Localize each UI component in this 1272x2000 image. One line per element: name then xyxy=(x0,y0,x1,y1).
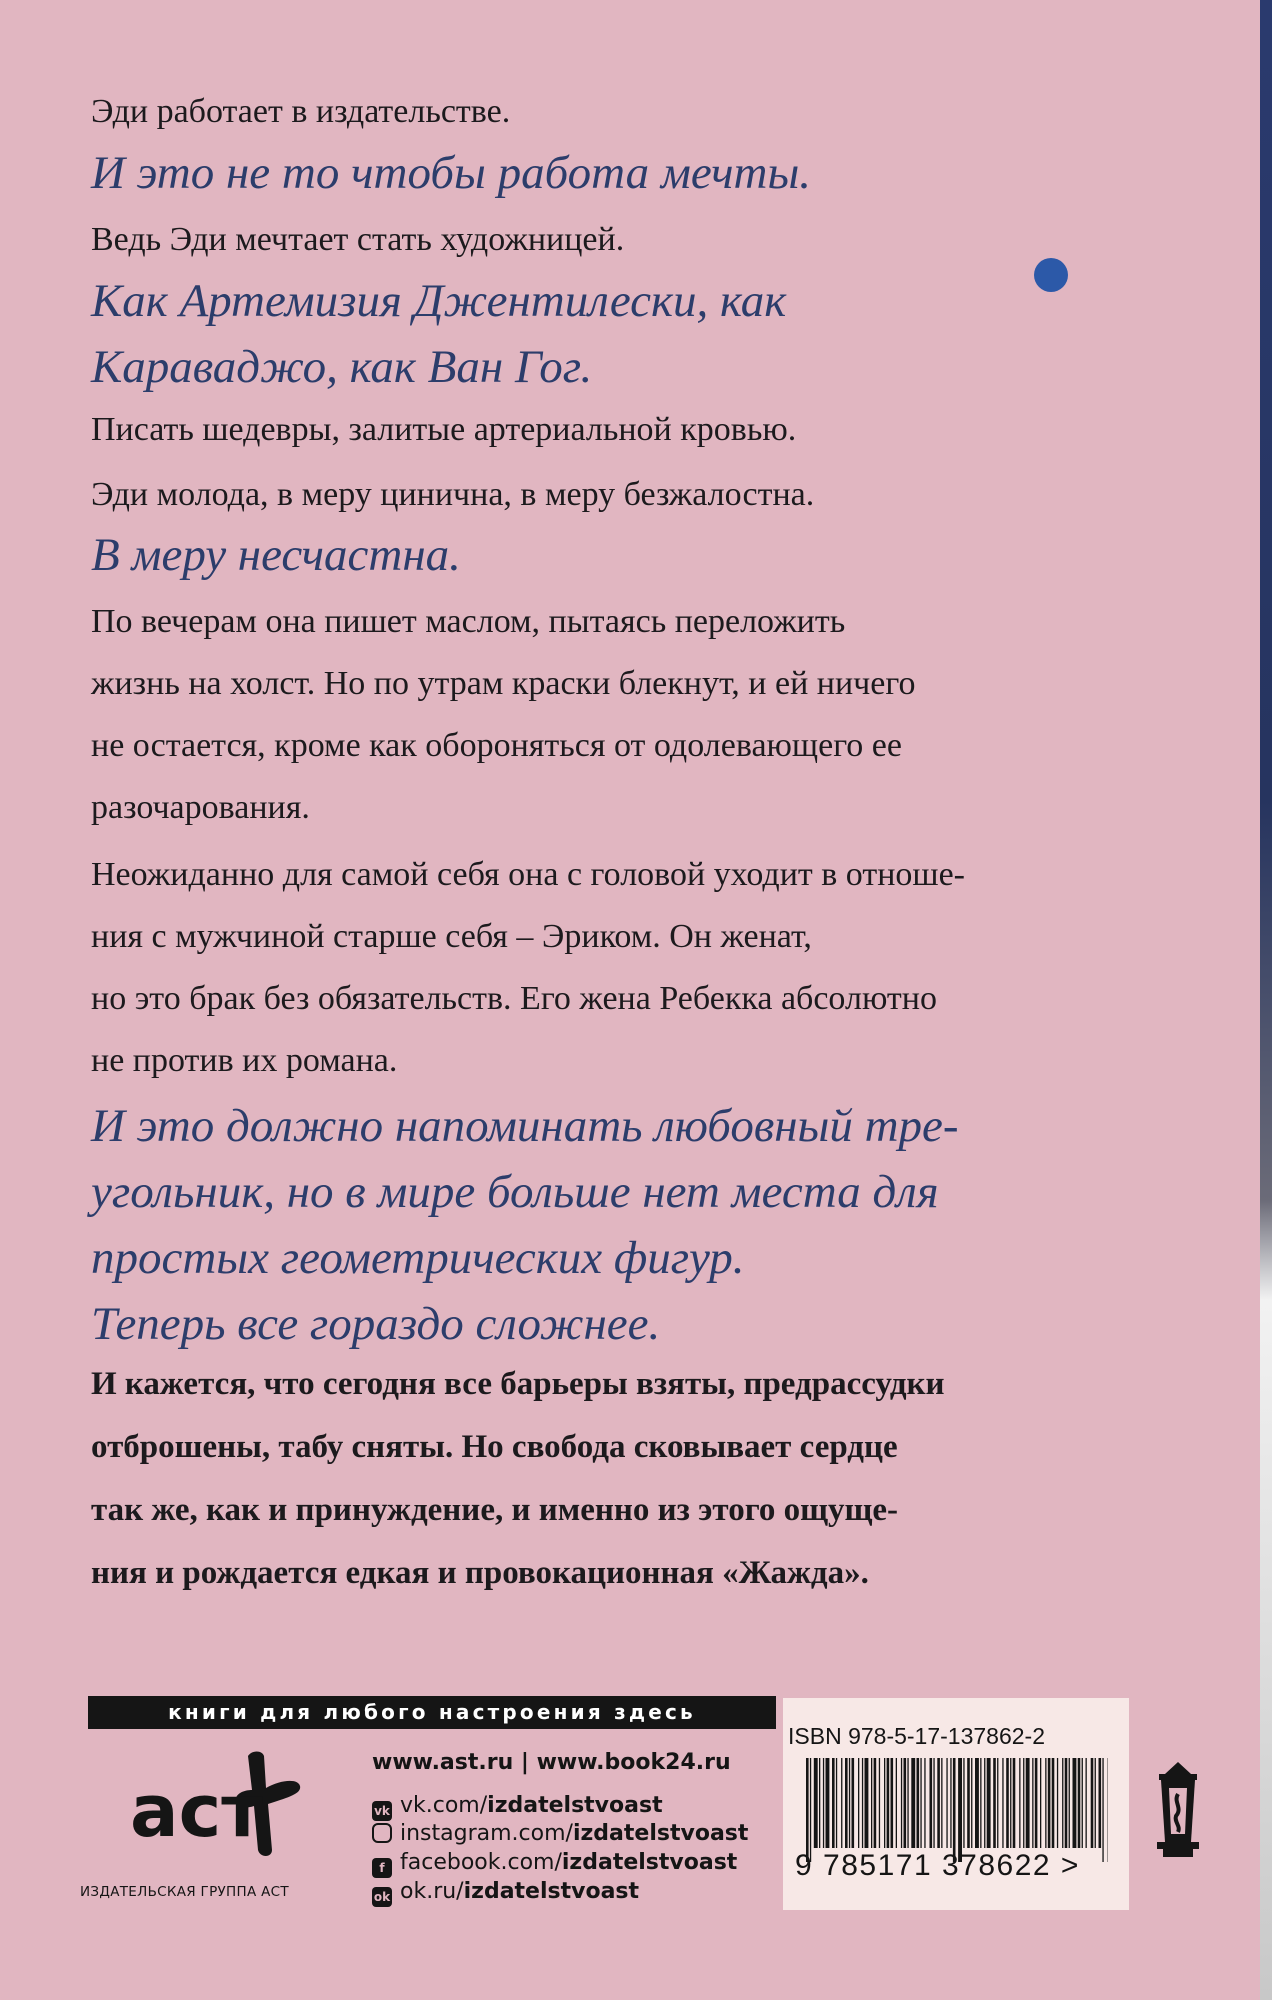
barcode-bar xyxy=(814,1758,818,1848)
bold-paragraph xyxy=(91,1353,945,1605)
barcode-bar xyxy=(1013,1758,1016,1848)
bold-line: И кажется, что сегодня все барьеры взяты, предрассудки xyxy=(91,1366,945,1402)
social-vk[interactable] xyxy=(372,1792,663,1820)
barcode-bar xyxy=(920,1758,921,1848)
barcode-bar xyxy=(1026,1758,1030,1848)
text-line: но это брак без обязательств. Его жена Ребекка абсолютно xyxy=(91,980,937,1017)
social-facebook[interactable] xyxy=(372,1849,737,1877)
paragraph-6 xyxy=(91,844,965,1092)
logo-lettering: аст xyxy=(130,1769,263,1853)
barcode-bar xyxy=(871,1758,872,1848)
vk-icon: vk xyxy=(372,1801,392,1821)
tagline-banner: книги для любого настроения здесь xyxy=(88,1696,776,1729)
barcode-bar xyxy=(946,1758,947,1848)
barcode-bar xyxy=(836,1758,837,1848)
barcode-bar xyxy=(1102,1758,1103,1862)
barcode-bar xyxy=(1045,1758,1046,1848)
barcode-bar xyxy=(1073,1758,1077,1848)
facebook-icon: f xyxy=(372,1858,392,1878)
italic-line-3: В меру несчастна. xyxy=(91,529,461,581)
barcode-bar xyxy=(941,1758,942,1848)
social-handle: izdatelstvoast xyxy=(463,1879,640,1904)
barcode-bar xyxy=(967,1758,970,1848)
barcode-bar xyxy=(1023,1758,1024,1848)
barcode-bar xyxy=(1069,1758,1070,1848)
italic-line: И это должно напоминать любовный тре- xyxy=(91,1100,959,1152)
barcode-bar xyxy=(907,1758,908,1848)
text-line: Неожиданно для самой себя она с головой уходит в отноше- xyxy=(91,856,966,893)
barcode-bar xyxy=(975,1758,979,1848)
barcode-bar xyxy=(1052,1758,1055,1848)
barcode-bar xyxy=(887,1758,890,1848)
barcode-bar xyxy=(1040,1758,1041,1848)
barcode-bar xyxy=(874,1758,877,1848)
barcode-digits: 9 785171 378622 > xyxy=(795,1849,1080,1882)
barcode-bar xyxy=(933,1758,934,1848)
barcode-bar xyxy=(993,1758,996,1848)
paragraph-5 xyxy=(91,591,915,839)
italic-line: Как Артемизия Джентилески, как xyxy=(91,275,787,327)
social-ok[interactable] xyxy=(372,1878,639,1906)
barcode-bar xyxy=(904,1758,907,1848)
barcode-bar xyxy=(1095,1758,1096,1848)
italic-line: Теперь все гораздо сложнее. xyxy=(91,1298,661,1350)
website-links[interactable]: www.ast.ru | www.book24.ru xyxy=(372,1750,731,1775)
social-prefix: facebook.com/ xyxy=(400,1850,562,1875)
barcode-bar xyxy=(950,1758,951,1848)
barcode-bar xyxy=(1078,1758,1081,1848)
text-line: не остается, кроме как обороняться от одолевающего ее xyxy=(91,727,902,764)
italic-line: угольник, но в мире больше нет места для xyxy=(91,1166,939,1218)
social-handle: izdatelstvoast xyxy=(561,1850,738,1875)
barcode-bar xyxy=(930,1758,933,1848)
paragraph-4: Эди молода, в меру цинична, в меру безжалостна. xyxy=(91,476,815,513)
barcode-bar xyxy=(891,1758,894,1848)
barcode-bar xyxy=(810,1758,811,1862)
instagram-icon xyxy=(372,1823,392,1843)
barcode-bar xyxy=(937,1758,940,1848)
barcode-bar xyxy=(1099,1758,1102,1848)
social-instagram[interactable] xyxy=(372,1820,748,1848)
barcode-bar xyxy=(958,1758,962,1862)
paragraph-2: Ведь Эди мечтает стать художницей. xyxy=(91,221,625,258)
barcode-bar xyxy=(901,1758,902,1848)
odnoklassniki-icon: ok xyxy=(372,1887,392,1907)
barcode-bar xyxy=(980,1758,981,1848)
barcode-bar xyxy=(884,1758,885,1848)
barcode-bar xyxy=(858,1758,859,1848)
social-handle: izdatelstvoast xyxy=(487,1793,663,1818)
barcode-bar xyxy=(823,1758,824,1848)
barcode-bar xyxy=(819,1758,820,1848)
barcode-bar xyxy=(963,1758,964,1848)
barcode-bar xyxy=(1019,1758,1020,1848)
text-line: По вечерам она пишет маслом, пытаясь переложить xyxy=(91,603,846,640)
barcode-bar xyxy=(1032,1758,1033,1848)
barcode-bar xyxy=(1010,1758,1011,1848)
barcode xyxy=(806,1758,1108,1862)
italic-block-4 xyxy=(91,1093,959,1357)
italic-line-1: И это не то чтобы работа мечты. xyxy=(91,147,812,199)
barcode-bar xyxy=(879,1758,880,1848)
barcode-bar xyxy=(971,1758,972,1848)
text-line: жизнь на холст. Но по утрам краски блекнут, и ей ничего xyxy=(91,665,916,702)
barcode-bar xyxy=(997,1758,998,1848)
barcode-bar xyxy=(924,1758,925,1848)
paragraph-3: Писать шедевры, залитые артериальной кровью. xyxy=(91,411,797,448)
barcode-bar xyxy=(1048,1758,1051,1848)
social-prefix: vk.com/ xyxy=(400,1793,488,1818)
italic-line: Караваджо, как Ван Гог. xyxy=(91,341,593,393)
lantern-icon xyxy=(1145,1760,1211,1860)
bold-line: отброшены, табу сняты. Но свобода сковывает сердце xyxy=(91,1429,898,1465)
barcode-bar xyxy=(1086,1758,1087,1848)
spine-edge xyxy=(1260,0,1272,2000)
text-line: ния с мужчиной старше себя – Эриком. Он женат, xyxy=(91,918,812,955)
barcode-bar xyxy=(826,1758,830,1848)
barcode-bar xyxy=(911,1758,915,1848)
barcode-bar xyxy=(841,1758,842,1848)
blue-dot xyxy=(1034,258,1068,292)
barcode-bar xyxy=(865,1758,869,1848)
bold-line: так же, как и принуждение, и именно из этого ощуще- xyxy=(91,1492,898,1528)
social-prefix: instagram.com/ xyxy=(400,1821,573,1846)
barcode-bar xyxy=(862,1758,863,1848)
barcode-bar xyxy=(806,1758,809,1862)
italic-block-2 xyxy=(91,268,786,400)
barcode-bar xyxy=(1082,1758,1083,1848)
text-line: не против их романа. xyxy=(91,1042,398,1079)
barcode-bar xyxy=(832,1758,835,1848)
barcode-bar xyxy=(1057,1758,1058,1848)
barcode-bar xyxy=(953,1758,956,1862)
barcode-bar xyxy=(852,1758,855,1848)
ast-logo xyxy=(130,1748,320,1858)
barcode-bar xyxy=(984,1758,985,1848)
publisher-caption: ИЗДАТЕЛЬСКАЯ ГРУППА АСТ xyxy=(80,1884,289,1900)
barcode-bar xyxy=(1091,1758,1094,1848)
paragraph-1: Эди работает в издательстве. xyxy=(91,93,511,130)
italic-line: простых геометрических фигур. xyxy=(91,1232,745,1284)
barcode-bar xyxy=(1002,1758,1003,1848)
barcode-bar xyxy=(849,1758,850,1848)
barcode-bar xyxy=(896,1758,897,1848)
isbn-number: ISBN 978-5-17-137862-2 xyxy=(788,1723,1045,1749)
barcode-bar xyxy=(1006,1758,1009,1848)
barcode-bar xyxy=(1035,1758,1038,1848)
bold-line: ния и рождается едкая и провокационная «Жажда». xyxy=(91,1555,869,1591)
barcode-bar xyxy=(917,1758,920,1848)
barcode-bar xyxy=(1065,1758,1068,1848)
barcode-bar xyxy=(987,1758,991,1848)
social-prefix: ok.ru/ xyxy=(400,1879,464,1904)
barcode-bar xyxy=(1062,1758,1063,1848)
barcode-bar xyxy=(845,1758,848,1848)
text-line: разочарования. xyxy=(91,789,310,826)
social-handle: izdatelstvoast xyxy=(572,1821,749,1846)
